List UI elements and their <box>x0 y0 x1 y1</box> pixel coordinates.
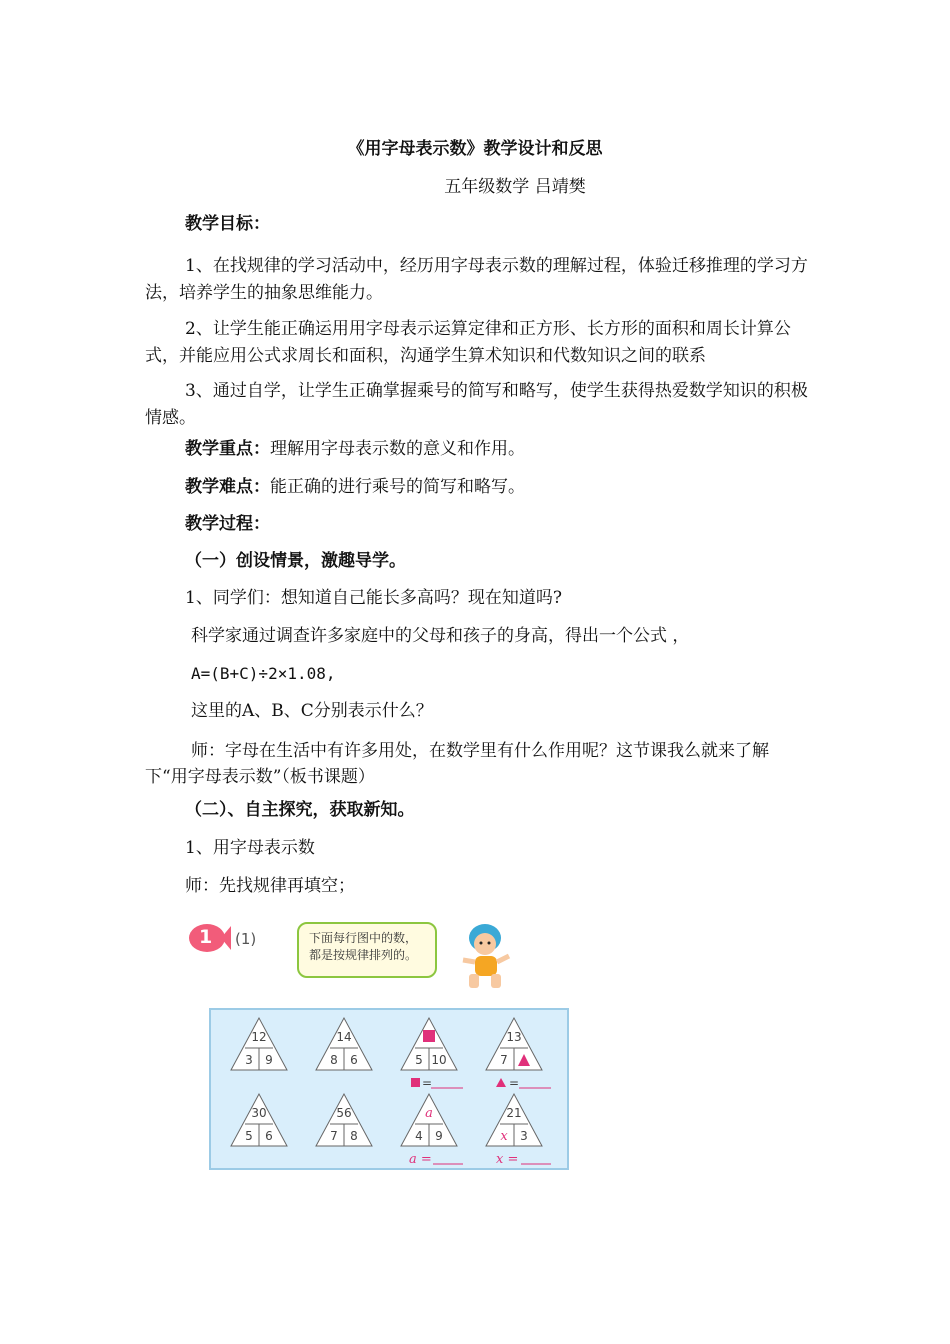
process-heading: 教学过程： <box>185 514 270 534</box>
formula: A=(B+C)÷2×1.08, <box>191 664 336 683</box>
tri-2-2-top: 56 <box>336 1106 352 1120</box>
key-label: 教学重点： <box>185 439 270 459</box>
paragraph-2: 这里的A、B、C分别表示什么？ <box>191 701 433 721</box>
tri-2-3-right: 9 <box>435 1129 443 1143</box>
tri-1-1-right: 9 <box>265 1053 273 1067</box>
goal-1: 1、在找规律的学习活动中，经历用字母表示数的理解过程，体验迁移推理的学习方法，培养学生的抽象思维能力。 <box>145 256 808 303</box>
answer-triangle <box>496 1076 551 1090</box>
paragraph-1: 科学家通过调查许多家庭中的父母和孩子的身高，得出一个公式 ， <box>191 626 690 646</box>
square-marker-icon <box>423 1030 435 1042</box>
triangle-1-1 <box>231 1018 287 1070</box>
tri-1-2-top: 14 <box>336 1030 352 1044</box>
pattern-figure <box>185 910 575 1172</box>
subsection-1: 1、用字母表示数 <box>185 838 315 858</box>
svg-text:=: = <box>509 1076 520 1090</box>
triangle-1-3 <box>401 1018 457 1070</box>
tri-1-3-left: 5 <box>415 1053 423 1067</box>
tri-1-1-left: 3 <box>245 1053 253 1067</box>
triangle-2-4 <box>486 1094 542 1146</box>
answer-a <box>409 1152 463 1167</box>
tri-1-4-top: 13 <box>506 1030 522 1044</box>
triangle-grid <box>211 1010 567 1168</box>
triangle-2-3 <box>401 1094 457 1146</box>
difficult-label: 教学难点： <box>185 477 270 497</box>
tri-2-2-right: 8 <box>350 1129 358 1143</box>
tri-2-3-left: 4 <box>415 1129 423 1143</box>
teacher-intro: 师：字母在生活中有许多用处，在数学里有什么作用呢？这节课我么就来了解下“用字母表示数”（板书课题） <box>145 741 769 787</box>
exercise-subnumber: (1) <box>235 930 257 948</box>
goal-2: 2、让学生能正确运用用字母表示运算定律和正方形、长方形的面积和周长计算公式，并能应用公式求周长和面积，沟通学生算术知识和代数知识之间的联系 <box>145 319 791 366</box>
key-point <box>145 439 810 459</box>
doc-author: 五年级数学 吕靖樊 <box>444 177 586 197</box>
cartoon-child-icon <box>455 916 515 996</box>
tri-1-4-left: 7 <box>500 1053 508 1067</box>
tri-2-4-right: 3 <box>520 1129 528 1143</box>
tri-1-3-right: 10 <box>431 1053 447 1067</box>
bubble-line-2: 都是按规律排列的。 <box>309 948 418 962</box>
triangle-2-2 <box>316 1094 372 1146</box>
section-2-heading: （二）、自主探究，获取新知。 <box>185 800 415 820</box>
triangle-panel <box>209 1008 569 1170</box>
speech-bubble <box>297 922 437 978</box>
tri-2-2-left: 7 <box>330 1129 338 1143</box>
tri-2-3-top: a <box>425 1106 433 1121</box>
goals-heading: 教学目标： <box>185 214 270 234</box>
answer-square <box>411 1076 463 1090</box>
tri-2-1-left: 5 <box>245 1129 253 1143</box>
answer-x <box>496 1152 551 1167</box>
question-1: 1、同学们：想知道自己能长多高吗？现在知道吗? <box>185 588 562 608</box>
tri-1-1-top: 12 <box>251 1030 267 1044</box>
triangle-2-1 <box>231 1094 287 1146</box>
exercise-number: 1 <box>199 926 213 948</box>
section-1-heading: （一）创设情景，激趣导学。 <box>185 551 406 571</box>
tri-2-4-left: x <box>500 1129 508 1144</box>
tri-1-2-left: 8 <box>330 1053 338 1067</box>
triangle-1-4 <box>486 1018 542 1070</box>
goal-3: 3、通过自学，让学生正确掌握乘号的简写和略写，使学生获得热爱数学知识的积极情感。 <box>145 381 808 428</box>
answer-a-label: a = <box>409 1152 432 1167</box>
teacher-instruction: 师：先找规律再填空； <box>185 876 355 896</box>
key-text: 理解用字母表示数的意义和作用。 <box>270 439 525 459</box>
doc-title: 《用字母表示数》教学设计和反思 <box>347 139 603 159</box>
answer-x-label: x = <box>496 1152 519 1167</box>
svg-text:=: = <box>422 1076 433 1090</box>
bubble-line-1: 下面每行图中的数， <box>309 931 418 945</box>
difficult-point <box>145 477 810 497</box>
triangle-1-2 <box>316 1018 372 1070</box>
tri-1-2-right: 6 <box>350 1053 358 1067</box>
tri-2-1-right: 6 <box>265 1129 273 1143</box>
tri-2-4-top: 21 <box>506 1106 522 1120</box>
difficult-text: 能正确的进行乘号的简写和略写。 <box>270 477 525 497</box>
tri-2-1-top: 30 <box>251 1106 267 1120</box>
